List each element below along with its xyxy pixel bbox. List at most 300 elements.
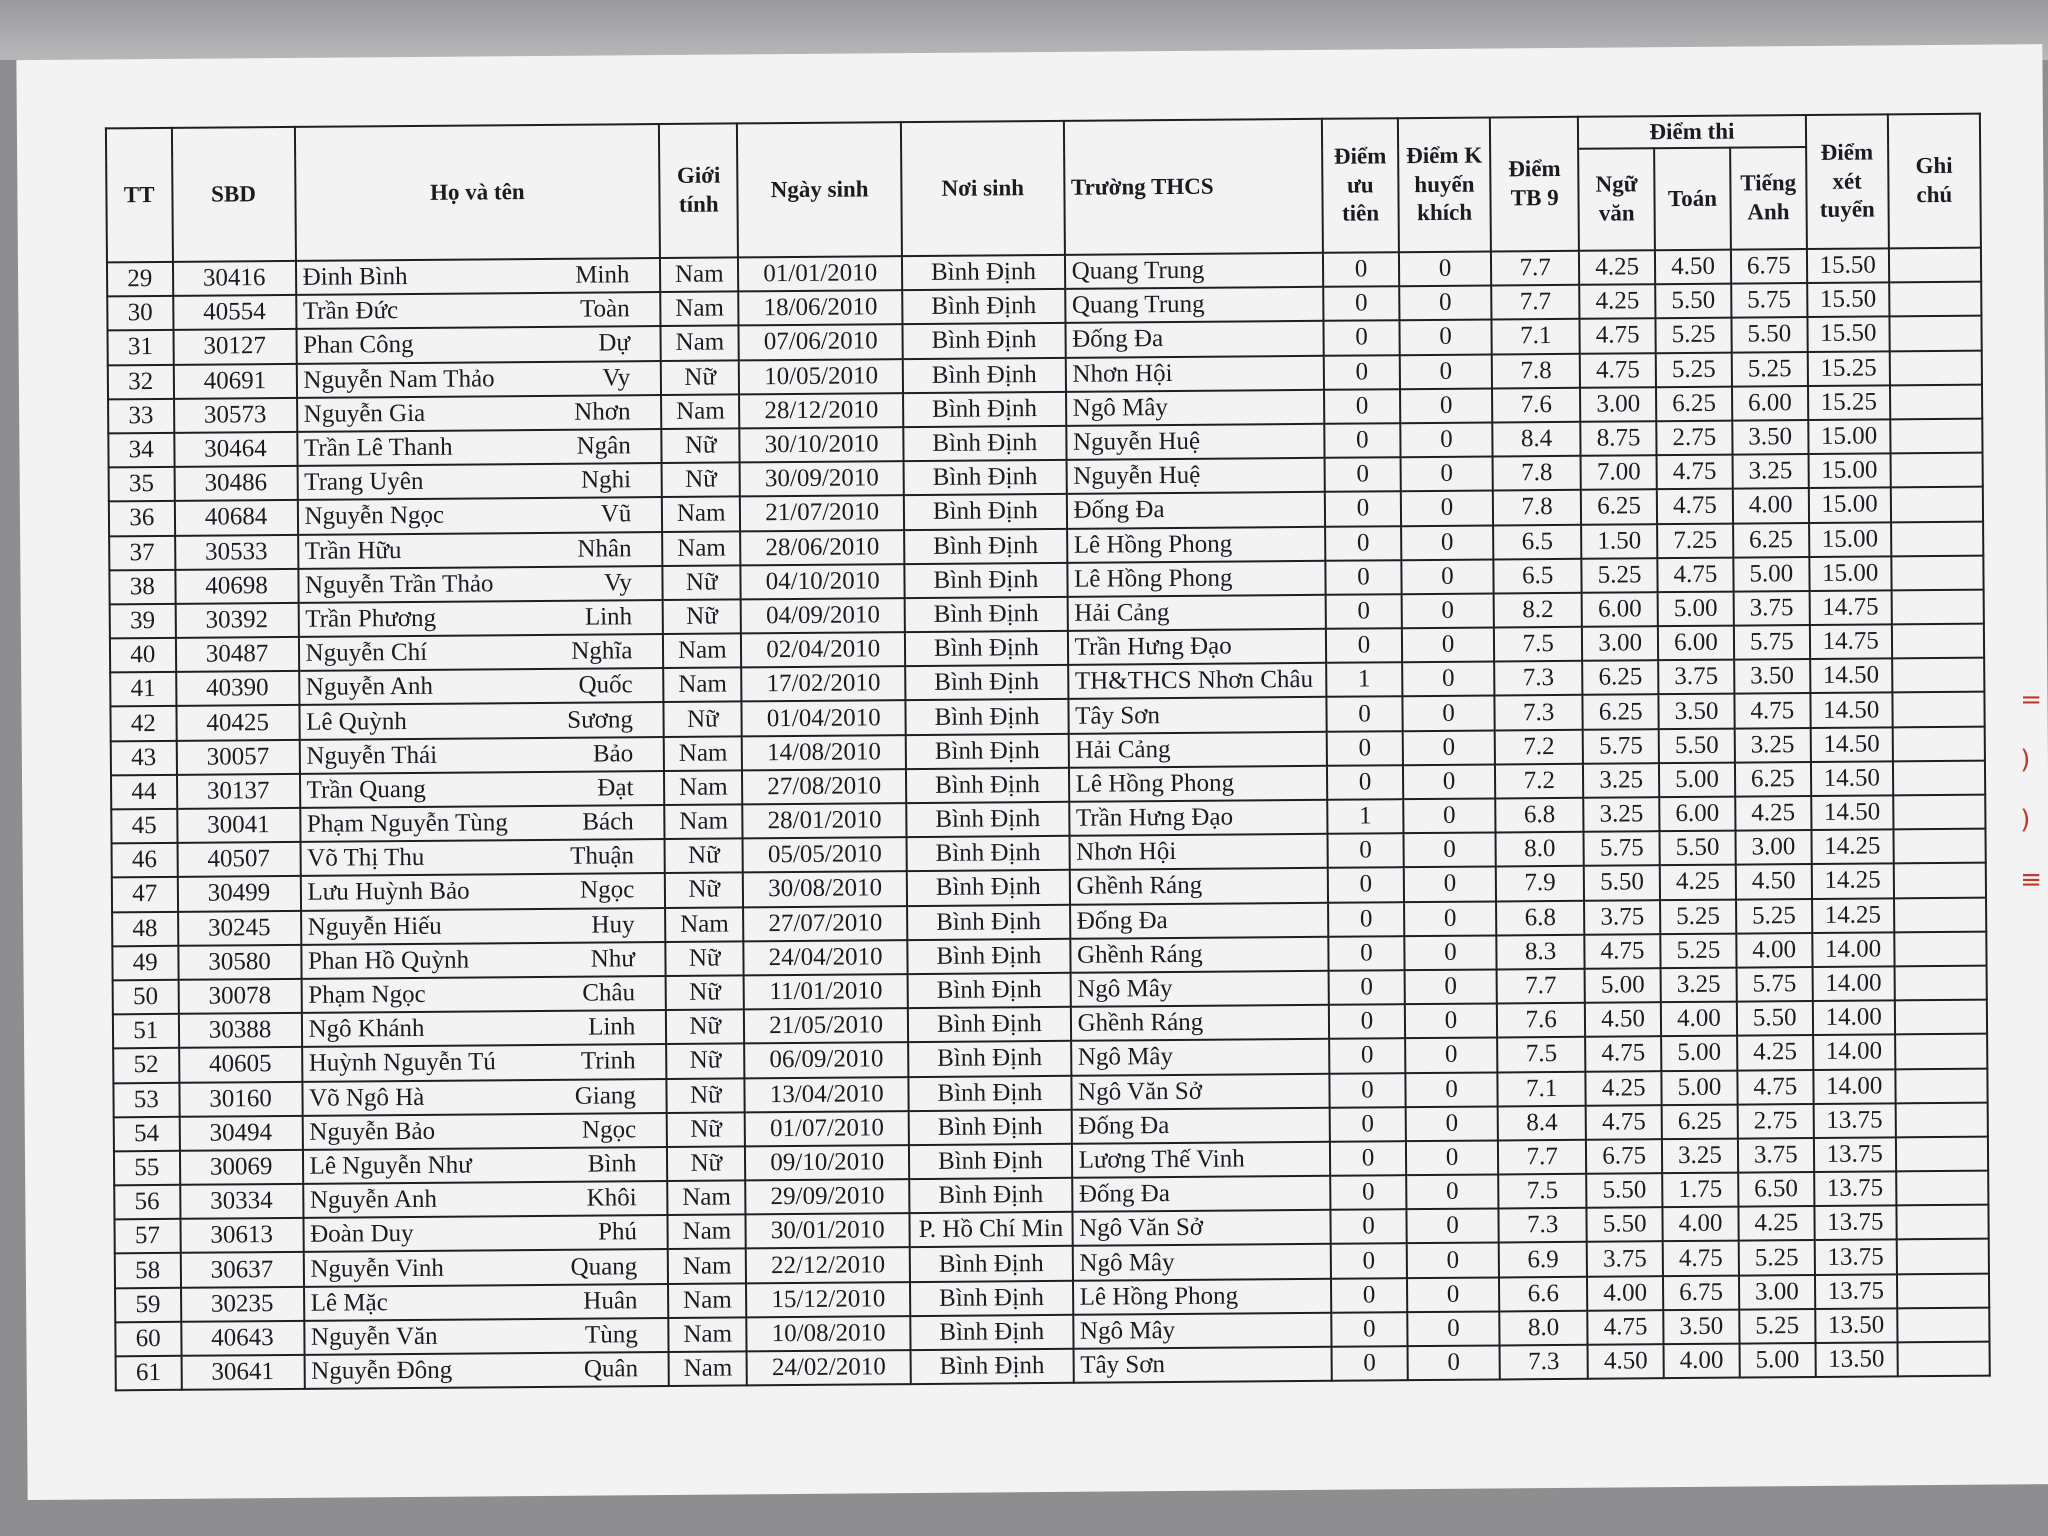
cell-tt: 41 [110, 672, 176, 707]
header-ghi-chu: Ghi chú [1888, 114, 1981, 249]
cell-ngu-van: 7.00 [1581, 455, 1657, 490]
cell-sbd: 30245 [178, 910, 301, 945]
cell-xet-tuyen: 14.50 [1811, 761, 1893, 796]
cell-tb9: 7.5 [1494, 627, 1582, 662]
cell-sbd: 40507 [177, 842, 300, 877]
cell-khuyen-khich: 0 [1399, 286, 1491, 321]
cell-ghi-chu [1895, 1068, 1988, 1103]
cell-khuyen-khich: 0 [1407, 1345, 1499, 1380]
cell-toan: 4.75 [1657, 455, 1733, 490]
cell-ho-dem: Huỳnh Nguyễn Tú [308, 1048, 496, 1078]
cell-ho-va-ten [301, 908, 666, 945]
cell-ghi-chu [1895, 1034, 1988, 1069]
cell-ngu-van: 5.75 [1583, 729, 1659, 764]
cell-truong: Hải Cảng [1067, 595, 1326, 631]
cell-tieng-anh: 5.75 [1731, 283, 1807, 318]
cell-tieng-anh: 5.00 [1739, 1343, 1815, 1378]
cell-xet-tuyen: 14.00 [1812, 966, 1894, 1001]
cell-ho-dem: Nguyễn Chí [305, 639, 428, 667]
cell-tieng-anh: 4.00 [1736, 933, 1812, 968]
cell-toan: 6.00 [1658, 626, 1734, 661]
cell-sbd: 30487 [175, 637, 298, 672]
cell-sbd: 30416 [173, 261, 296, 296]
cell-tb9: 8.2 [1494, 593, 1582, 628]
cell-ghi-chu [1894, 897, 1987, 932]
cell-xet-tuyen: 15.50 [1807, 248, 1889, 283]
cell-truong: TH&THCS Nhơn Châu [1068, 663, 1327, 699]
cell-tt: 57 [114, 1219, 180, 1254]
cell-gioi-tinh: Nữ [665, 839, 743, 874]
cell-khuyen-khich: 0 [1404, 867, 1496, 902]
cell-truong: Ngô Văn Sở [1072, 1210, 1331, 1246]
cell-ten: Quân [583, 1355, 639, 1383]
cell-gioi-tinh: Nam [668, 1180, 746, 1215]
cell-noi-sinh: Bình Định [902, 255, 1065, 290]
cell-toan: 4.75 [1663, 1241, 1739, 1276]
cell-tieng-anh: 5.25 [1739, 1309, 1815, 1344]
cell-ten: Huân [583, 1286, 638, 1315]
cell-ghi-chu [1892, 726, 1985, 761]
cell-ghi-chu [1894, 931, 1987, 966]
cell-uu-tien: 0 [1329, 1039, 1405, 1074]
cell-ghi-chu [1893, 795, 1986, 830]
cell-uu-tien: 0 [1330, 1141, 1406, 1176]
admission-results-table [105, 113, 1991, 1392]
cell-xet-tuyen: 15.00 [1809, 488, 1891, 523]
header-diem-khuyen-khich: Điểm Khuyến khích [1398, 117, 1491, 252]
cell-ho-dem: Nguyễn Anh [305, 673, 434, 702]
cell-truong: Đống Đa [1066, 492, 1325, 528]
cell-ngay-sinh: 30/09/2010 [740, 461, 904, 496]
cell-sbd: 30573 [174, 398, 297, 433]
cell-tb9: 7.9 [1496, 866, 1584, 901]
cell-uu-tien: 0 [1326, 697, 1402, 732]
cell-gioi-tinh: Nữ [666, 1010, 744, 1045]
cell-ngay-sinh: 22/12/2010 [746, 1248, 910, 1283]
cell-sbd: 40554 [173, 295, 296, 330]
cell-uu-tien: 0 [1331, 1244, 1407, 1279]
cell-toan: 5.50 [1659, 728, 1735, 763]
cell-noi-sinh: Bình Định [903, 357, 1066, 392]
cell-gioi-tinh: Nữ [661, 360, 739, 395]
cell-tb9: 6.8 [1496, 900, 1584, 935]
cell-ten: Minh [575, 261, 630, 289]
cell-ngu-van: 3.75 [1584, 900, 1660, 935]
cell-tieng-anh: 6.25 [1735, 762, 1811, 797]
cell-tt: 59 [115, 1287, 181, 1322]
cell-gioi-tinh: Nữ [667, 1146, 745, 1181]
cell-toan: 3.75 [1658, 660, 1734, 695]
cell-ngu-van: 8.75 [1580, 421, 1656, 456]
cell-tt: 29 [107, 262, 173, 297]
cell-ngu-van: 4.75 [1585, 1036, 1661, 1071]
cell-tieng-anh: 5.50 [1737, 1001, 1813, 1036]
cell-ngu-van: 5.50 [1586, 1173, 1662, 1208]
cell-khuyen-khich: 0 [1405, 1004, 1497, 1039]
header-diem-xet-tuyen: Điểm xét tuyển [1806, 114, 1889, 249]
cell-toan: 4.00 [1664, 1344, 1740, 1379]
cell-ghi-chu [1890, 419, 1983, 454]
cell-uu-tien: 0 [1328, 833, 1404, 868]
cell-ngu-van: 5.50 [1584, 866, 1660, 901]
cell-ten: Đạt [597, 774, 634, 802]
cell-xet-tuyen: 13.50 [1815, 1342, 1897, 1377]
cell-truong: Lê Hồng Phong [1069, 766, 1328, 802]
cell-xet-tuyen: 13.75 [1814, 1171, 1896, 1206]
cell-xet-tuyen: 14.00 [1812, 932, 1894, 967]
margin-marks: = ) ) ≡ [2020, 685, 2042, 895]
cell-toan: 3.25 [1661, 968, 1737, 1003]
cell-ngu-van: 3.00 [1580, 387, 1656, 422]
cell-sbd: 30641 [181, 1355, 304, 1390]
cell-ghi-chu [1896, 1171, 1989, 1206]
cell-ghi-chu [1889, 350, 1982, 385]
cell-tb9: 7.3 [1500, 1345, 1588, 1380]
cell-ngu-van: 6.00 [1582, 592, 1658, 627]
header-tieng-anh: Tiếng Anh [1730, 147, 1807, 250]
cell-noi-sinh: Bình Định [905, 597, 1068, 632]
cell-noi-sinh: Bình Định [905, 631, 1068, 666]
cell-ghi-chu [1893, 863, 1986, 898]
cell-ten: Thuận [570, 842, 635, 871]
cell-truong: Đống Đa [1072, 1176, 1331, 1212]
cell-ngu-van: 4.25 [1579, 250, 1655, 285]
cell-toan: 6.75 [1663, 1275, 1739, 1310]
cell-ngay-sinh: 11/01/2010 [744, 974, 908, 1009]
cell-ho-va-ten [302, 1078, 667, 1115]
cell-ho-va-ten [297, 395, 662, 432]
cell-gioi-tinh: Nữ [666, 941, 744, 976]
cell-ten: Bách [582, 808, 634, 836]
cell-ho-dem: Nguyễn Anh [309, 1185, 438, 1214]
cell-gioi-tinh: Nam [661, 394, 739, 429]
cell-ngay-sinh: 28/12/2010 [739, 393, 903, 428]
cell-tieng-anh: 4.50 [1736, 864, 1812, 899]
cell-ten: Tùng [584, 1321, 638, 1349]
cell-ho-va-ten [296, 258, 661, 295]
cell-ten: Dự [598, 329, 631, 357]
cell-uu-tien: 0 [1323, 252, 1399, 287]
cell-ho-va-ten [298, 532, 663, 569]
cell-truong: Lương Thế Vinh [1072, 1142, 1331, 1178]
cell-truong: Ghềnh Ráng [1070, 937, 1329, 973]
cell-sbd: 30494 [179, 1116, 302, 1151]
cell-khuyen-khich: 0 [1399, 251, 1491, 286]
cell-truong: Đống Đa [1065, 321, 1324, 357]
cell-truong: Nhơn Hội [1069, 834, 1328, 870]
header-tt: TT [106, 128, 173, 263]
cell-toan: 5.00 [1658, 591, 1734, 626]
cell-ho-va-ten [303, 1181, 668, 1218]
cell-gioi-tinh: Nữ [662, 463, 740, 498]
cell-noi-sinh: Bình Định [906, 699, 1069, 734]
cell-xet-tuyen: 14.00 [1813, 1069, 1895, 1104]
cell-truong: Ngô Mây [1072, 1244, 1331, 1280]
cell-xet-tuyen: 14.50 [1810, 693, 1892, 728]
cell-ghi-chu [1891, 555, 1984, 590]
cell-xet-tuyen: 14.50 [1810, 659, 1892, 694]
cell-khuyen-khich: 0 [1406, 1140, 1498, 1175]
cell-khuyen-khich: 0 [1402, 662, 1494, 697]
cell-xet-tuyen: 15.00 [1809, 556, 1891, 591]
cell-uu-tien: 0 [1331, 1278, 1407, 1313]
cell-truong: Tây Sơn [1073, 1347, 1332, 1383]
cell-ngay-sinh: 14/08/2010 [742, 735, 906, 770]
cell-toan: 5.50 [1655, 284, 1731, 319]
cell-toan: 5.00 [1661, 1070, 1737, 1105]
cell-xet-tuyen: 14.50 [1811, 795, 1893, 830]
cell-khuyen-khich: 0 [1403, 764, 1495, 799]
cell-ngay-sinh: 15/12/2010 [746, 1282, 910, 1317]
cell-tb9: 7.3 [1495, 695, 1583, 730]
cell-ho-va-ten [299, 702, 664, 739]
cell-ngay-sinh: 24/04/2010 [744, 940, 908, 975]
cell-ten: Sương [567, 705, 634, 734]
cell-khuyen-khich: 0 [1401, 525, 1493, 560]
cell-truong: Lê Hồng Phong [1067, 560, 1326, 596]
cell-sbd: 40425 [176, 705, 299, 740]
cell-noi-sinh: Bình Định [910, 1280, 1073, 1315]
cell-noi-sinh: Bình Định [910, 1315, 1073, 1350]
cell-gioi-tinh: Nữ [665, 873, 743, 908]
cell-tb9: 7.3 [1499, 1208, 1587, 1243]
cell-truong: Hải Cảng [1068, 731, 1327, 767]
cell-tb9: 8.0 [1496, 832, 1584, 867]
cell-ngu-van: 4.75 [1585, 934, 1661, 969]
cell-truong: Trần Hưng Đạo [1067, 629, 1326, 665]
cell-khuyen-khich: 0 [1402, 696, 1494, 731]
cell-xet-tuyen: 14.00 [1813, 1000, 1895, 1035]
cell-ho-dem: Trang Uyên [304, 468, 424, 497]
cell-ten: Nghi [580, 466, 632, 494]
cell-xet-tuyen: 15.25 [1807, 351, 1889, 386]
cell-tb9: 7.8 [1492, 353, 1580, 388]
cell-ghi-chu [1889, 282, 1982, 317]
header-toan: Toán [1654, 148, 1731, 251]
cell-uu-tien: 1 [1327, 799, 1403, 834]
cell-gioi-tinh: Nam [665, 907, 743, 942]
cell-ten: Quốc [578, 671, 633, 700]
cell-ho-va-ten [299, 737, 664, 774]
cell-tieng-anh: 4.25 [1737, 1035, 1813, 1070]
cell-khuyen-khich: 0 [1402, 628, 1494, 663]
cell-tt: 31 [108, 330, 174, 365]
cell-noi-sinh: Bình Định [904, 460, 1067, 495]
cell-toan: 1.75 [1662, 1173, 1738, 1208]
cell-ho-va-ten [298, 600, 663, 637]
cell-ngay-sinh: 27/08/2010 [742, 769, 906, 804]
cell-ngay-sinh: 28/01/2010 [742, 803, 906, 838]
cell-khuyen-khich: 0 [1404, 901, 1496, 936]
cell-tt: 48 [112, 911, 178, 946]
cell-ngu-van: 6.25 [1581, 490, 1657, 525]
cell-tt: 45 [111, 809, 177, 844]
cell-tb9: 8.0 [1499, 1311, 1587, 1346]
cell-sbd: 30486 [174, 466, 297, 501]
cell-truong: Ngô Văn Sở [1071, 1073, 1330, 1109]
cell-ghi-chu [1892, 692, 1985, 727]
cell-gioi-tinh: Nữ [664, 702, 742, 737]
cell-ngu-van: 6.25 [1582, 660, 1658, 695]
cell-ten: Nhơn [574, 398, 631, 426]
cell-ten: Phú [597, 1218, 638, 1246]
cell-toan: 7.25 [1657, 523, 1733, 558]
cell-ho-va-ten [298, 634, 663, 671]
cell-toan: 4.00 [1663, 1207, 1739, 1242]
cell-tieng-anh: 6.25 [1733, 523, 1809, 558]
cell-tt: 52 [113, 1048, 179, 1083]
cell-sbd: 30235 [181, 1286, 304, 1321]
cell-tb9: 7.6 [1492, 388, 1580, 423]
cell-ho-dem: Trần Lê Thanh [303, 433, 453, 462]
cell-ho-dem: Nguyễn Đông [311, 1356, 453, 1385]
cell-ngay-sinh: 21/05/2010 [744, 1008, 908, 1043]
cell-ho-dem: Võ Ngô Hà [308, 1083, 425, 1112]
cell-sbd: 30613 [180, 1218, 303, 1253]
header-truong-thcs: Trường THCS [1063, 119, 1323, 255]
cell-truong: Quang Trung [1065, 253, 1324, 289]
cell-ten: Vy [602, 363, 631, 392]
cell-khuyen-khich: 0 [1407, 1277, 1499, 1312]
cell-ghi-chu [1891, 521, 1984, 556]
cell-ngu-van: 4.25 [1586, 1071, 1662, 1106]
cell-ngu-van: 3.25 [1583, 797, 1659, 832]
cell-ngu-van: 4.75 [1580, 353, 1656, 388]
cell-gioi-tinh: Nam [661, 292, 739, 327]
cell-tieng-anh: 4.00 [1733, 488, 1809, 523]
cell-tt: 38 [109, 570, 175, 605]
cell-tieng-anh: 4.25 [1738, 1206, 1814, 1241]
cell-noi-sinh: Bình Định [909, 1178, 1072, 1213]
cell-uu-tien: 0 [1331, 1209, 1407, 1244]
cell-gioi-tinh: Nam [664, 770, 742, 805]
table-body [107, 248, 1990, 1391]
cell-tb9: 6.5 [1493, 558, 1581, 593]
cell-tt: 37 [109, 535, 175, 570]
cell-ho-dem: Nguyễn Văn [310, 1322, 438, 1351]
cell-tb9: 7.6 [1497, 1003, 1585, 1038]
cell-noi-sinh: Bình Định [905, 665, 1068, 700]
cell-truong: Đống Đa [1070, 902, 1329, 938]
cell-noi-sinh: Bình Định [908, 939, 1071, 974]
cell-ngay-sinh: 06/09/2010 [744, 1042, 908, 1077]
header-diem-uu-tien: Điểm ưu tiên [1322, 118, 1399, 253]
cell-tieng-anh: 6.75 [1731, 249, 1807, 284]
cell-ten: Bình [587, 1150, 637, 1178]
cell-ngu-van: 4.50 [1585, 1002, 1661, 1037]
cell-noi-sinh: Bình Định [903, 323, 1066, 358]
cell-ho-va-ten [302, 1113, 667, 1150]
cell-ngay-sinh: 30/10/2010 [740, 427, 904, 462]
cell-noi-sinh: Bình Định [911, 1349, 1074, 1384]
cell-gioi-tinh: Nam [668, 1249, 746, 1284]
cell-tt: 33 [108, 399, 174, 434]
cell-ten: Toàn [579, 295, 630, 323]
document-page [16, 44, 2048, 1500]
cell-ho-va-ten [301, 976, 666, 1013]
cell-tieng-anh: 5.25 [1732, 352, 1808, 387]
cell-gioi-tinh: Nữ [667, 1112, 745, 1147]
cell-ngu-van: 4.50 [1588, 1344, 1664, 1379]
cell-tt: 55 [114, 1151, 180, 1186]
cell-toan: 4.75 [1657, 557, 1733, 592]
cell-ghi-chu [1896, 1136, 1989, 1171]
cell-sbd: 40605 [179, 1047, 302, 1082]
cell-tieng-anh: 3.00 [1739, 1275, 1815, 1310]
cell-uu-tien: 0 [1328, 902, 1404, 937]
cell-ten: Giang [574, 1081, 636, 1110]
cell-ten: Ngân [576, 432, 631, 460]
cell-gioi-tinh: Nữ [666, 975, 744, 1010]
cell-toan: 6.00 [1659, 797, 1735, 832]
cell-ten: Ngọc [580, 876, 635, 905]
cell-gioi-tinh: Nữ [662, 428, 740, 463]
cell-ho-dem: Nguyễn Bảo [309, 1117, 436, 1146]
cell-tt: 36 [109, 501, 175, 536]
cell-noi-sinh: Bình Định [909, 1075, 1072, 1110]
cell-gioi-tinh: Nữ [667, 1078, 745, 1113]
cell-tb9: 6.9 [1499, 1242, 1587, 1277]
cell-ho-va-ten [300, 873, 665, 910]
cell-ghi-chu [1890, 453, 1983, 488]
cell-khuyen-khich: 0 [1406, 1106, 1498, 1141]
cell-khuyen-khich: 0 [1404, 969, 1496, 1004]
cell-noi-sinh: Bình Định [906, 802, 1069, 837]
cell-ten: Vy [603, 569, 632, 597]
cell-ngay-sinh: 02/04/2010 [741, 632, 905, 667]
cell-ho-dem: Nguyễn Hiếu [307, 912, 442, 941]
cell-uu-tien: 0 [1329, 1004, 1405, 1039]
cell-ten: Ngọc [581, 1116, 637, 1144]
cell-ho-va-ten [297, 429, 662, 466]
cell-tt: 30 [107, 296, 173, 331]
cell-tb9: 7.1 [1497, 1071, 1585, 1106]
cell-toan: 5.50 [1660, 831, 1736, 866]
cell-ngay-sinh: 09/10/2010 [745, 1145, 909, 1180]
cell-tb9: 7.7 [1498, 1140, 1586, 1175]
cell-sbd: 40691 [173, 363, 296, 398]
cell-tb9: 6.8 [1495, 798, 1583, 833]
cell-sbd: 30464 [174, 432, 297, 467]
cell-sbd: 40643 [181, 1321, 304, 1356]
cell-tt: 61 [116, 1356, 182, 1391]
cell-noi-sinh: Bình Định [907, 836, 1070, 871]
cell-sbd: 30580 [178, 945, 301, 980]
cell-ghi-chu [1897, 1342, 1990, 1377]
cell-ho-va-ten [296, 292, 661, 329]
cell-sbd: 40390 [176, 671, 299, 706]
cell-ngay-sinh: 13/04/2010 [745, 1077, 909, 1112]
cell-uu-tien: 0 [1327, 731, 1403, 766]
header-ho-va-ten: Họ và tên [294, 124, 660, 261]
cell-khuyen-khich: 0 [1399, 320, 1491, 355]
cell-ngay-sinh: 21/07/2010 [740, 495, 904, 530]
cell-xet-tuyen: 13.50 [1815, 1308, 1897, 1343]
cell-toan: 4.00 [1661, 1002, 1737, 1037]
cell-ghi-chu [1890, 487, 1983, 522]
cell-tb9: 7.5 [1498, 1174, 1586, 1209]
cell-ho-va-ten [302, 1044, 667, 1081]
cell-khuyen-khich: 0 [1405, 1038, 1497, 1073]
cell-uu-tien: 0 [1327, 765, 1403, 800]
cell-ten: Linh [588, 1013, 636, 1041]
cell-gioi-tinh: Nam [662, 531, 740, 566]
cell-ngay-sinh: 07/06/2010 [739, 324, 903, 359]
cell-tt: 47 [112, 877, 178, 912]
cell-ten: Vũ [600, 500, 632, 528]
cell-tt: 39 [110, 604, 176, 639]
cell-uu-tien: 0 [1324, 321, 1400, 356]
